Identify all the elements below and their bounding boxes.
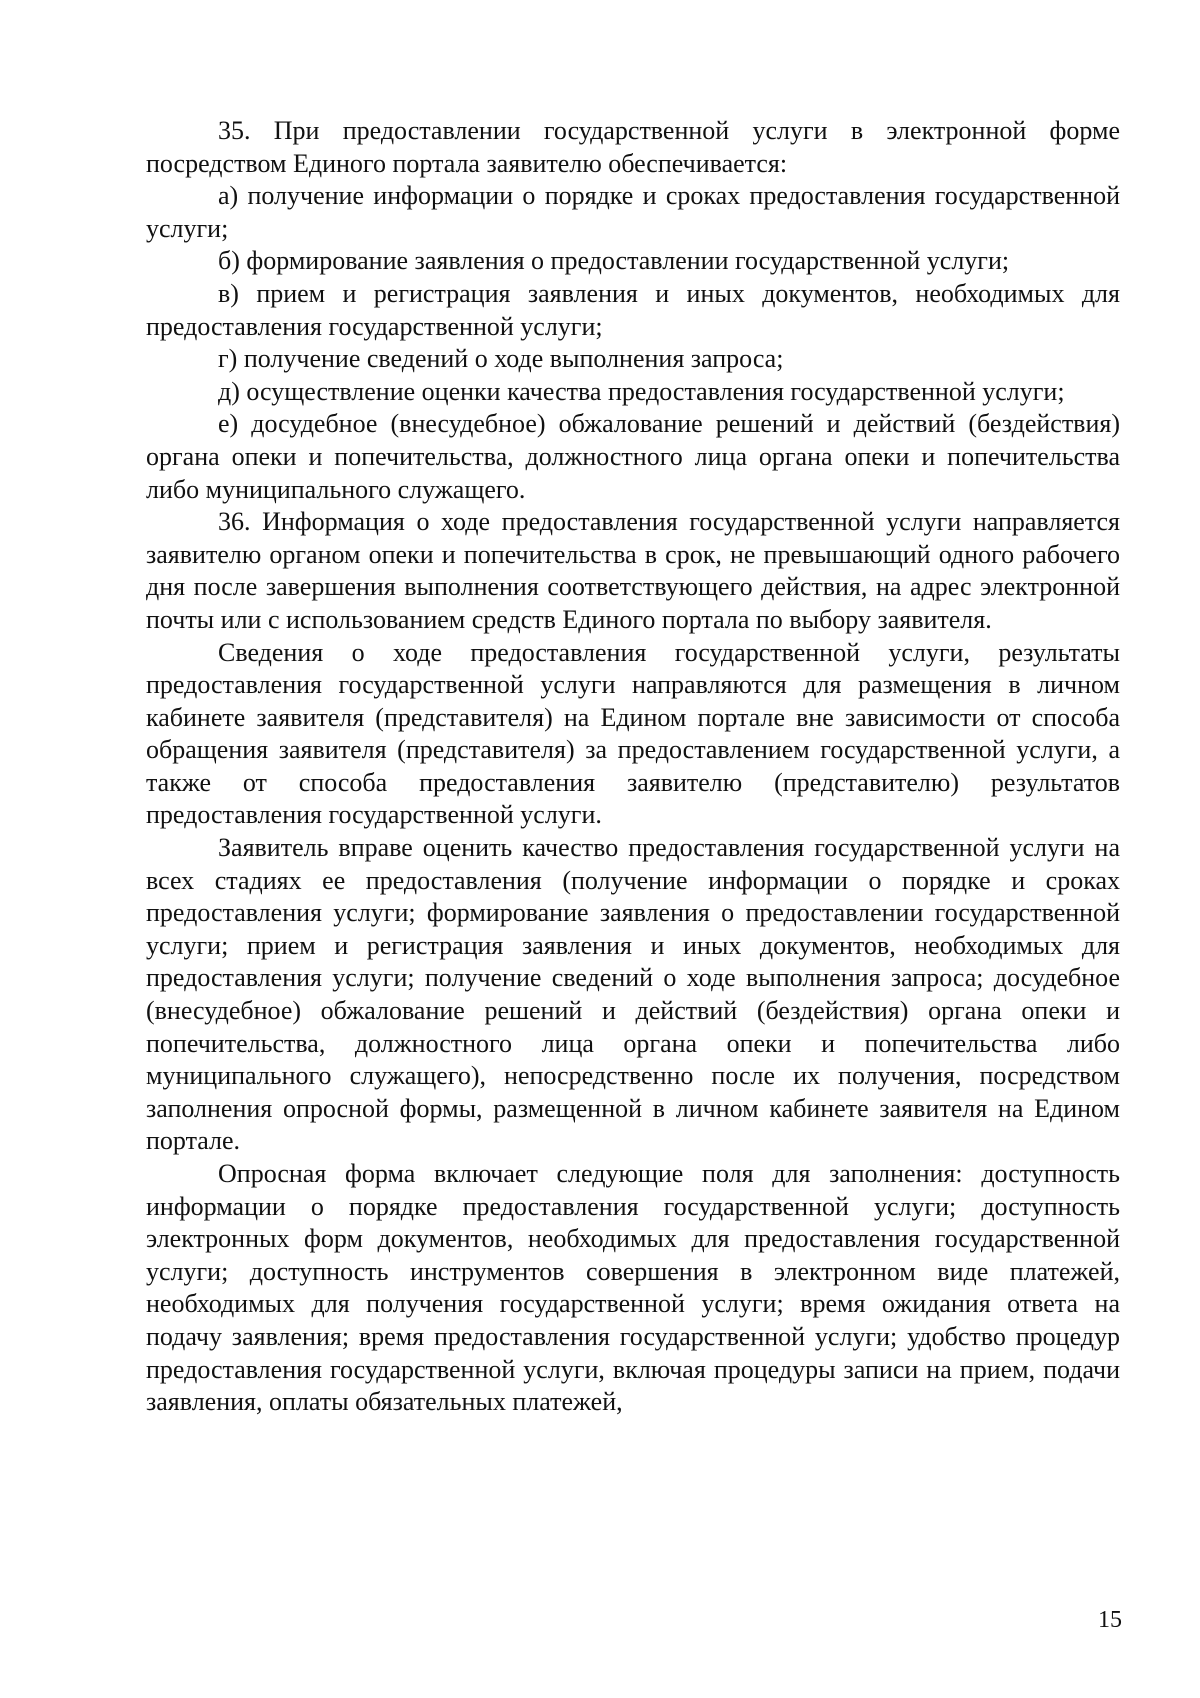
list-item-a: а) получение информации о порядке и сроках предоставления государственной услуги;: [146, 181, 1120, 243]
list-item-v: в) прием и регистрация заявления и иных документов, необходимых для предоставления государственной услуги;: [146, 278, 1120, 341]
page-number: 15: [1098, 1607, 1122, 1633]
paragraph-36: 36. Информация о ходе предоставления государственной услуги направляется заявителю органом опеки и попечительства в срок, не превышающий одного рабочего дня после завершения выполнения соответствующего действия, на адрес электронной почты или с использованием средств Единого портала по выбору заявителя.: [146, 507, 1120, 634]
body-text: [146, 115, 1120, 1419]
list-item-e: е) досудебное (внесудебное) обжалование решений и действий (бездействия) органа опеки и попечительства, должностного лица органа опеки и попечительства либо муниципального служащего.: [146, 409, 1120, 504]
list-item-d: д) осуществление оценки качества предоставления государственной услуги;: [218, 376, 1065, 406]
list-item-g: г) получение сведений о ходе выполнения запроса;: [218, 344, 784, 374]
paragraph-quality-rating: Заявитель вправе оценить качество предоставления государственной услуги на всех стадиях ее предоставления (получение информации о порядке и сроках предоставления услуги; формирование заявления о предоставлении государственной услуги; прием и регистрация заявления и иных документов, необходимых для предоставления услуги; получение сведений о ходе выполнения запроса; досудебное (внесудебное) обжалование решений и действий (бездействия) органа опеки и попечительства, должностного лица органа опеки и попечительства либо муниципального служащего), непосредственно после их получения, посредством заполнения опросной формы, размещенной в личном кабинете заявителя на Едином портале.: [146, 833, 1120, 1156]
paragraph-status-info: Сведения о ходе предоставления государственной услуги, результаты предоставления государственной услуги направляются для размещения в личном кабинете заявителя (представителя) на Едином портале вне зависимости от способа обращения заявителя (представителя) за предоставлением государственной услуги, а также от способа предоставления заявителю (представителю) результатов предоставления государственной услуги.: [146, 637, 1120, 830]
paragraph-35: 35. При предоставлении государственной услуги в электронной форме посредством Единого портала заявителю обеспечивается:: [146, 116, 1120, 178]
paragraph-survey-form: Опросная форма включает следующие поля для заполнения: доступность информации о порядке предоставления государственной услуги; доступность электронных форм документов, необходимых для предоставления государственной услуги; доступность инструментов совершения в электронном виде платежей, необходимых для получения государственной услуги; время ожидания ответа на подачу заявления; время предоставления государственной услуги; удобство процедур предоставления государственной услуги, включая процедуры записи на прием, подачи заявления, оплаты обязательных платежей,: [146, 1159, 1120, 1417]
list-item-b: б) формирование заявления о предоставлении государственной услуги;: [218, 246, 1010, 276]
